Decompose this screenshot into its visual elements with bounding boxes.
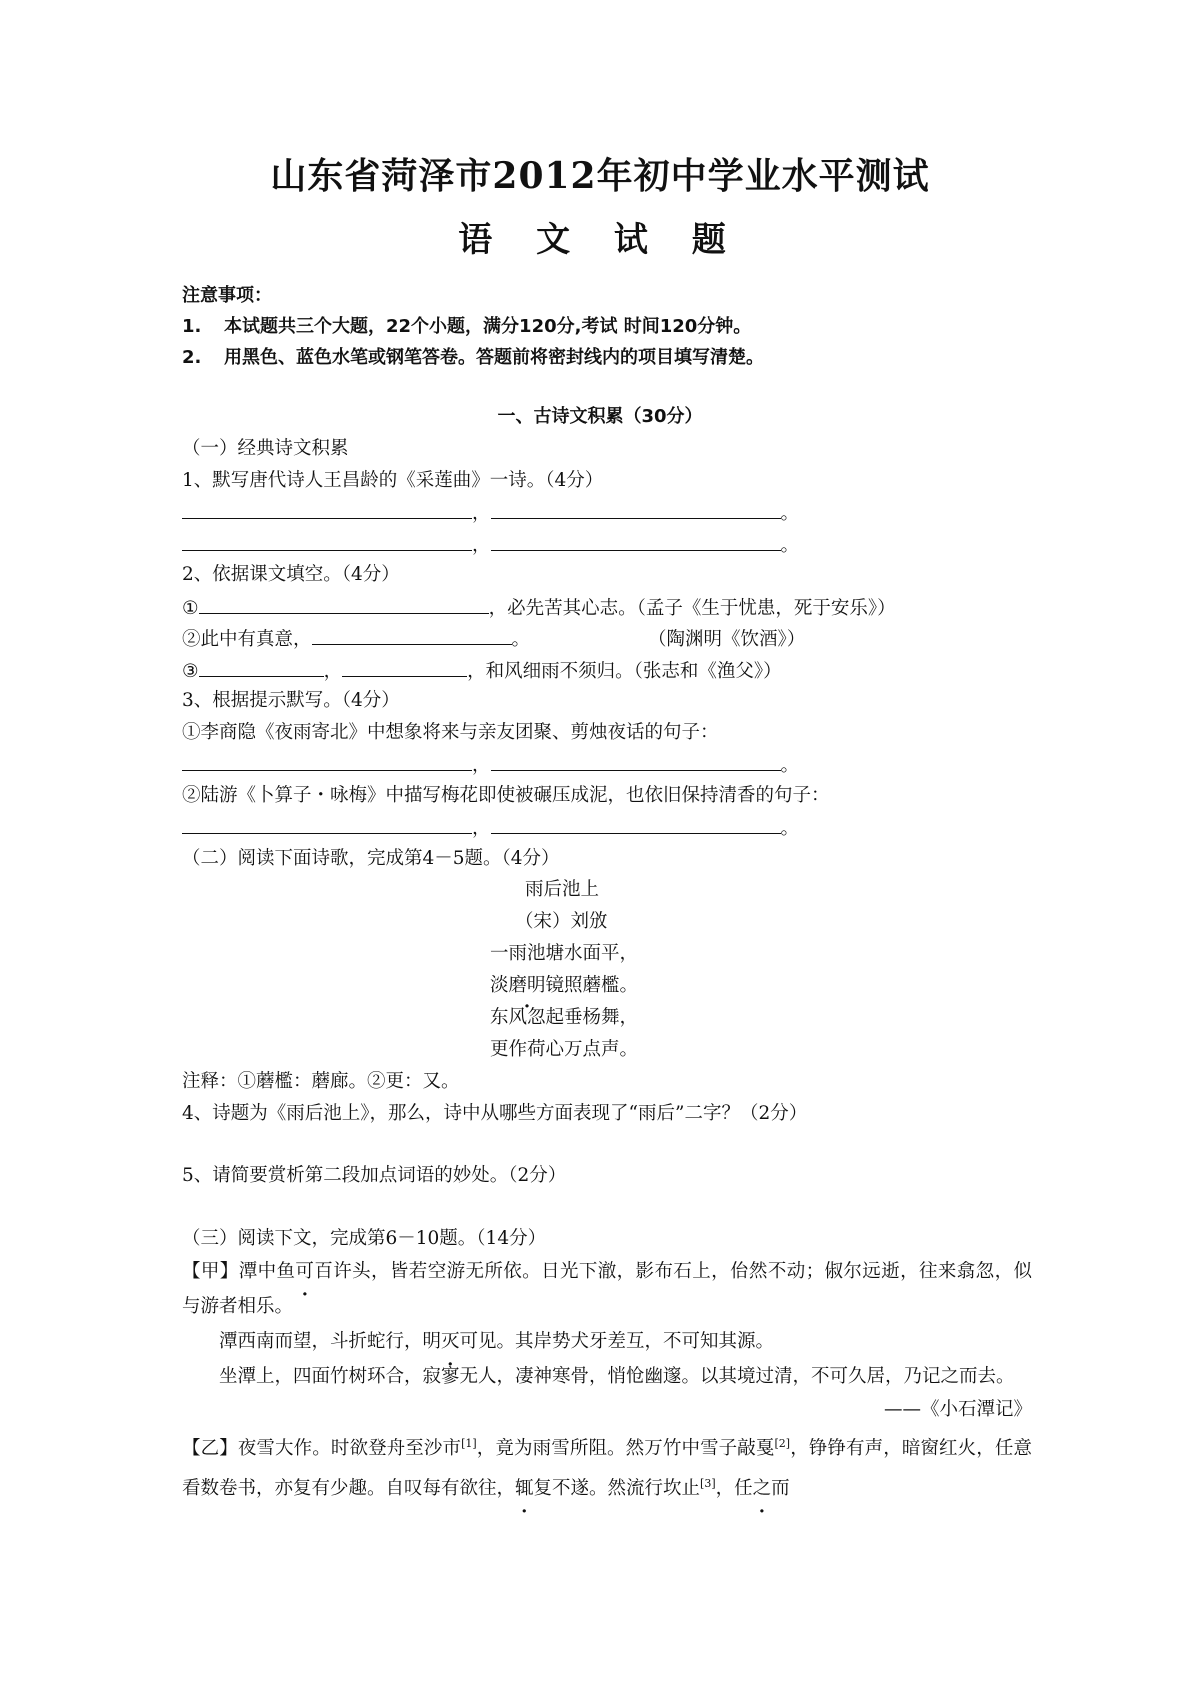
q3-1-prompt: ①李商隐《夜雨寄北》中想象将来与亲友团聚、剪烛夜话的句子： bbox=[182, 721, 719, 743]
answer-line: ③ ， ，和风细雨不须归。（张志和《渔父》） bbox=[182, 654, 1032, 686]
q2-2-text: ②此中有真意， bbox=[182, 629, 312, 650]
dotted-words: 淡磨明镜 bbox=[490, 975, 565, 996]
q2-2-end: 。 bbox=[511, 629, 531, 650]
answer-blank[interactable] bbox=[312, 622, 512, 645]
answer-blank[interactable] bbox=[491, 496, 781, 519]
footnote-ref: [3] bbox=[700, 1476, 716, 1490]
answer-blank[interactable] bbox=[182, 748, 472, 771]
answer-line: ， 。 bbox=[182, 811, 1032, 843]
poem-line: 东风忽起垂杨舞， bbox=[490, 1007, 639, 1028]
question-2: 2、依据课文填空。（4分） bbox=[182, 564, 400, 585]
answer-blank[interactable] bbox=[199, 654, 324, 677]
notices-heading: 注意事项： bbox=[182, 285, 272, 306]
footnote-ref: [1] bbox=[461, 1436, 477, 1450]
passage-label: 【乙】 bbox=[182, 1437, 238, 1459]
poem bbox=[182, 874, 1032, 938]
dotted-word: 辄 bbox=[515, 1477, 534, 1499]
section-heading: 一、古诗文积累（30分） bbox=[497, 406, 703, 427]
answer-blank[interactable] bbox=[199, 591, 489, 614]
notice-text: 用黑色、蓝色水笔或钢笔答卷。答题前将密封线内的项目填写清楚。 bbox=[224, 347, 764, 368]
question-4: 4、诗题为《雨后池上》，那么，诗中从哪些方面表现了“雨后”二字？（2分） bbox=[182, 1102, 808, 1124]
passage-source: ——《小石潭记》 bbox=[883, 1399, 1032, 1420]
question-3: 3、根据提示默写。（4分） bbox=[182, 690, 400, 711]
answer-blank[interactable] bbox=[182, 811, 472, 834]
answer-line: ， 。 bbox=[182, 496, 1032, 528]
notice-item bbox=[182, 342, 764, 373]
poem-line: 一雨池塘水面平， bbox=[490, 943, 639, 964]
answer-line: ， 。 bbox=[182, 528, 1032, 560]
passage-jia-p2: 潭西南而望，斗折蛇行，明灭可见。其岸势犬牙差互，不可知其源。 bbox=[219, 1331, 775, 1352]
answer-blank[interactable] bbox=[342, 654, 467, 677]
answer-blank[interactable] bbox=[491, 748, 781, 771]
answer-blank[interactable] bbox=[491, 811, 781, 834]
question-1: 1、默写唐代诗人王昌龄的《采莲曲》一诗。（4分） bbox=[182, 469, 604, 491]
poem-author: （宋）刘攽 bbox=[515, 911, 608, 932]
notice-text: 本试题共三个大题，22个小题，满分120分,考试 时间120分钟。 bbox=[224, 316, 752, 337]
q2-3-text: ，和风细雨不须归。（张志和《渔父》） bbox=[467, 660, 782, 682]
notices bbox=[182, 280, 764, 373]
q2-1-text: ，必先苦其心志。（孟子《生于忧患，死于安乐》） bbox=[488, 597, 896, 619]
dotted-word: 明 bbox=[422, 1331, 442, 1352]
answer-blank[interactable] bbox=[182, 496, 472, 519]
part-heading: （一）经典诗文积累 bbox=[182, 438, 349, 459]
part-heading: （三）阅读下文，完成第6－10题。（14分） bbox=[182, 1227, 547, 1249]
answer-line: ① ，必先苦其心志。（孟子《生于忧患，死于安乐》） bbox=[182, 591, 1032, 623]
notice-num: 2. bbox=[182, 347, 202, 368]
footnote-ref: [2] bbox=[774, 1436, 791, 1450]
q3-2-prompt: ②陆游《卜算子・咏梅》中描写梅花即使被碾压成泥，也依旧保持清香的句子： bbox=[182, 784, 830, 806]
passage-jia-p1: 【甲】潭中鱼可百许头，皆若空游无所依。日光下澈，影布石上，佁然不动；俶尔远逝，往来翕忽，似与游者相乐。 bbox=[182, 1261, 1032, 1317]
exam-title: 山东省菏泽市2012年初中学业水平测试 bbox=[270, 155, 930, 197]
notice-item bbox=[182, 311, 764, 342]
answer-line bbox=[182, 622, 1032, 654]
q2-2-source: （陶渊明《饮酒》） bbox=[648, 629, 806, 650]
passage-yi: 【乙】夜雪大作。时欲登舟至沙市[1]，竟为雨雪所阻。然万竹中雪子敲戛[2]，铮铮有声，暗窗红火，任意看数卷书，亦复有少趣。自叹每有欲往，辄复不遂。然流行坎止[3]，任之而 bbox=[182, 1436, 1032, 1499]
answer-blank[interactable] bbox=[491, 528, 781, 551]
question-5: 5、请简要赏析第二段加点词语的妙处。（2分） bbox=[182, 1165, 567, 1186]
poem-title: 雨后池上 bbox=[525, 879, 600, 900]
passage-label: 【甲】 bbox=[182, 1261, 239, 1282]
subject-title: 语 文 试 题 bbox=[458, 220, 742, 260]
poem-body bbox=[182, 938, 1032, 1066]
answer-line: ， 。 bbox=[182, 748, 1032, 780]
answer-blank[interactable] bbox=[182, 528, 472, 551]
dotted-word: 可 bbox=[295, 1261, 315, 1282]
poem-line: 淡磨明镜照蘑檻。 bbox=[490, 975, 639, 996]
passage-jia-p3: 坐潭上，四面竹树环合，寂寥无人，凄神寒骨，悄怆幽邃。以其境过清，不可久居，乃记之而去。 bbox=[219, 1366, 1015, 1387]
part-heading: （二）阅读下面诗歌，完成第4－5题。（4分） bbox=[182, 847, 560, 869]
annotation: 注释：①蘑檻：蘑廊。②更：又。 bbox=[182, 1071, 460, 1092]
section-body bbox=[182, 433, 1032, 1506]
notice-num: 1. bbox=[182, 316, 202, 337]
dotted-word: 之 bbox=[752, 1477, 772, 1499]
poem-line: 更作荷心万点声。 bbox=[490, 1039, 639, 1060]
